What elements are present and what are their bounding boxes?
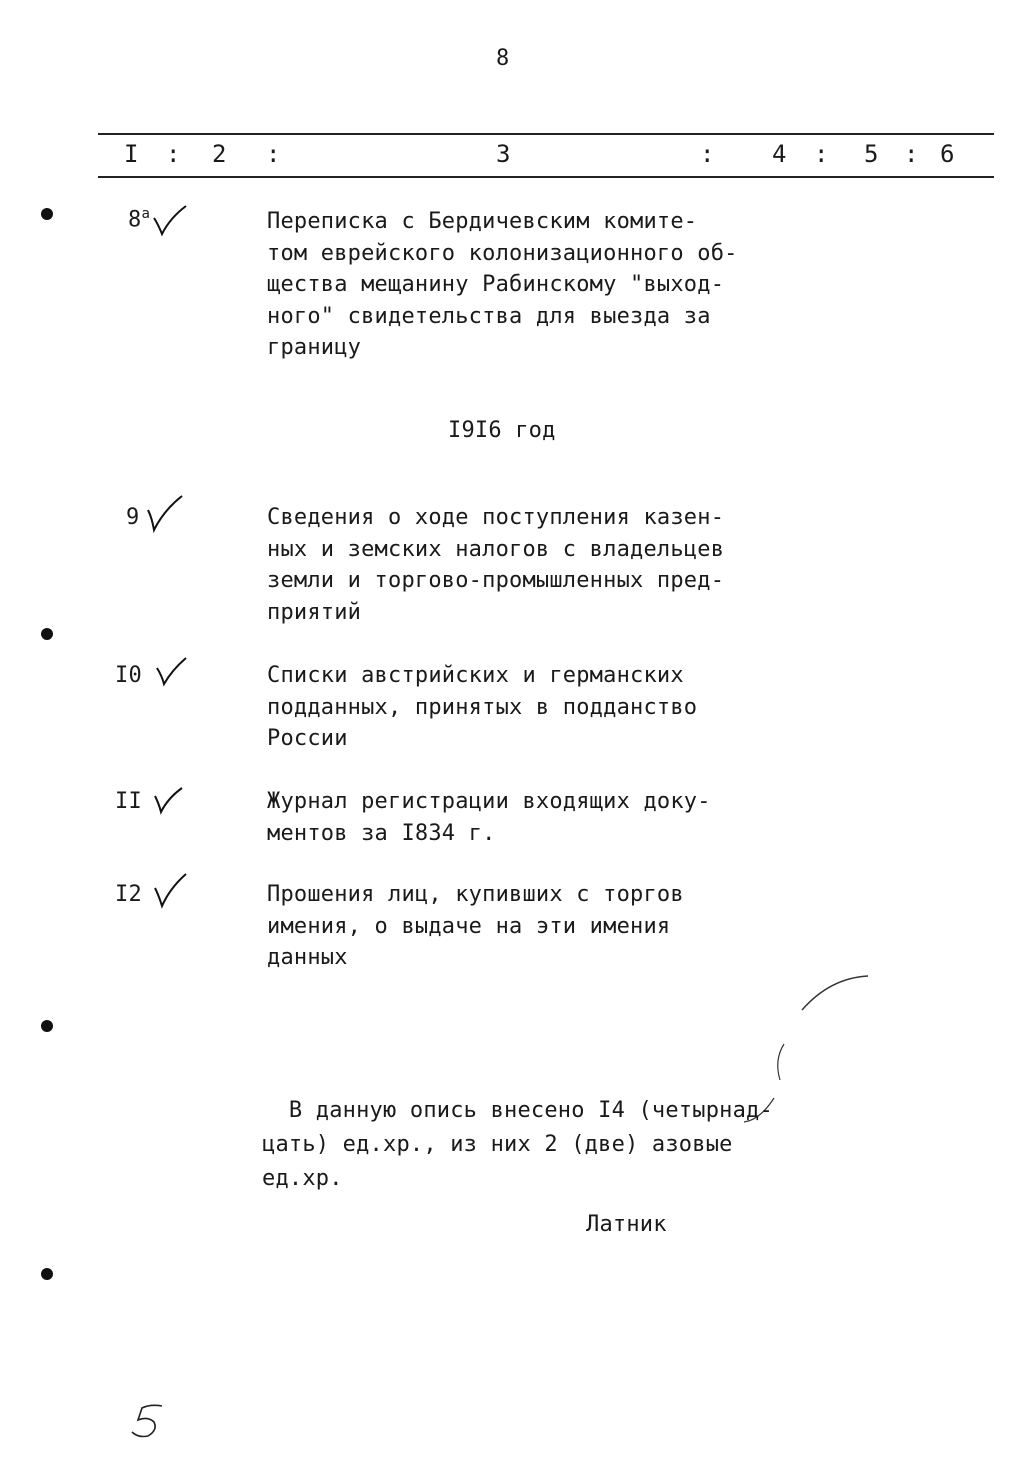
entry-number: I2 <box>115 882 142 907</box>
column-separator: : <box>166 140 181 168</box>
entry-description: Прошения лиц, купивших с торгов имения, о выдаче на эти имения данных <box>267 882 684 970</box>
entry-description: Сведения о ходе поступления казен- ных и земских налогов с владельцев земли и торгово-промышленных пред- приятий <box>267 505 725 625</box>
checkmark-icon <box>154 656 190 688</box>
entry-description: Списки австрийских и германских подданных, принятых в подданство России <box>267 663 698 751</box>
year-heading: I9I6 год <box>448 418 556 443</box>
column-header-1: I <box>124 140 139 168</box>
column-header-5: 5 <box>864 140 879 168</box>
column-header-2: 2 <box>212 140 227 168</box>
column-separator: : <box>700 140 715 168</box>
entry-number: I0 <box>115 663 142 688</box>
column-separator: : <box>904 140 919 168</box>
column-header-6: 6 <box>940 140 955 168</box>
sheet-number-handwritten-icon <box>128 1400 168 1440</box>
checkmark-icon <box>152 872 190 910</box>
column-header-3: 3 <box>496 140 511 168</box>
punch-hole-icon <box>41 628 53 640</box>
column-separator: : <box>814 140 829 168</box>
checkmark-icon <box>150 204 190 238</box>
entry-description: Журнал регистрации входящих доку- ментов за I834 г. <box>267 789 711 846</box>
punch-hole-icon <box>41 1020 53 1032</box>
page-number: 8 <box>496 46 510 71</box>
punch-hole-icon <box>41 1268 53 1280</box>
column-header-4: 4 <box>772 140 787 168</box>
signature: Латник <box>586 1212 667 1237</box>
table-header-rule-bottom <box>98 176 994 178</box>
table-header-rule-top <box>98 133 994 135</box>
entry-number: 9 <box>126 505 140 530</box>
entry-description: Переписка с Бердичевским комите- том еврейского колонизационного об- щества мещанину Рабинскому "выход- ного" свидетельства для выезда за границу <box>267 209 738 360</box>
column-separator: : <box>266 140 281 168</box>
checkmark-icon <box>152 786 186 816</box>
entry-number: $8^а$ <box>128 206 151 233</box>
inventory-summary: В данную опись внесено I4 (четырнад- цать) ед.хр., из них 2 (две) азовые ед.хр. <box>262 1098 773 1191</box>
checkmark-icon <box>144 494 186 534</box>
punch-hole-icon <box>41 208 53 220</box>
entry-number: II <box>115 789 142 814</box>
